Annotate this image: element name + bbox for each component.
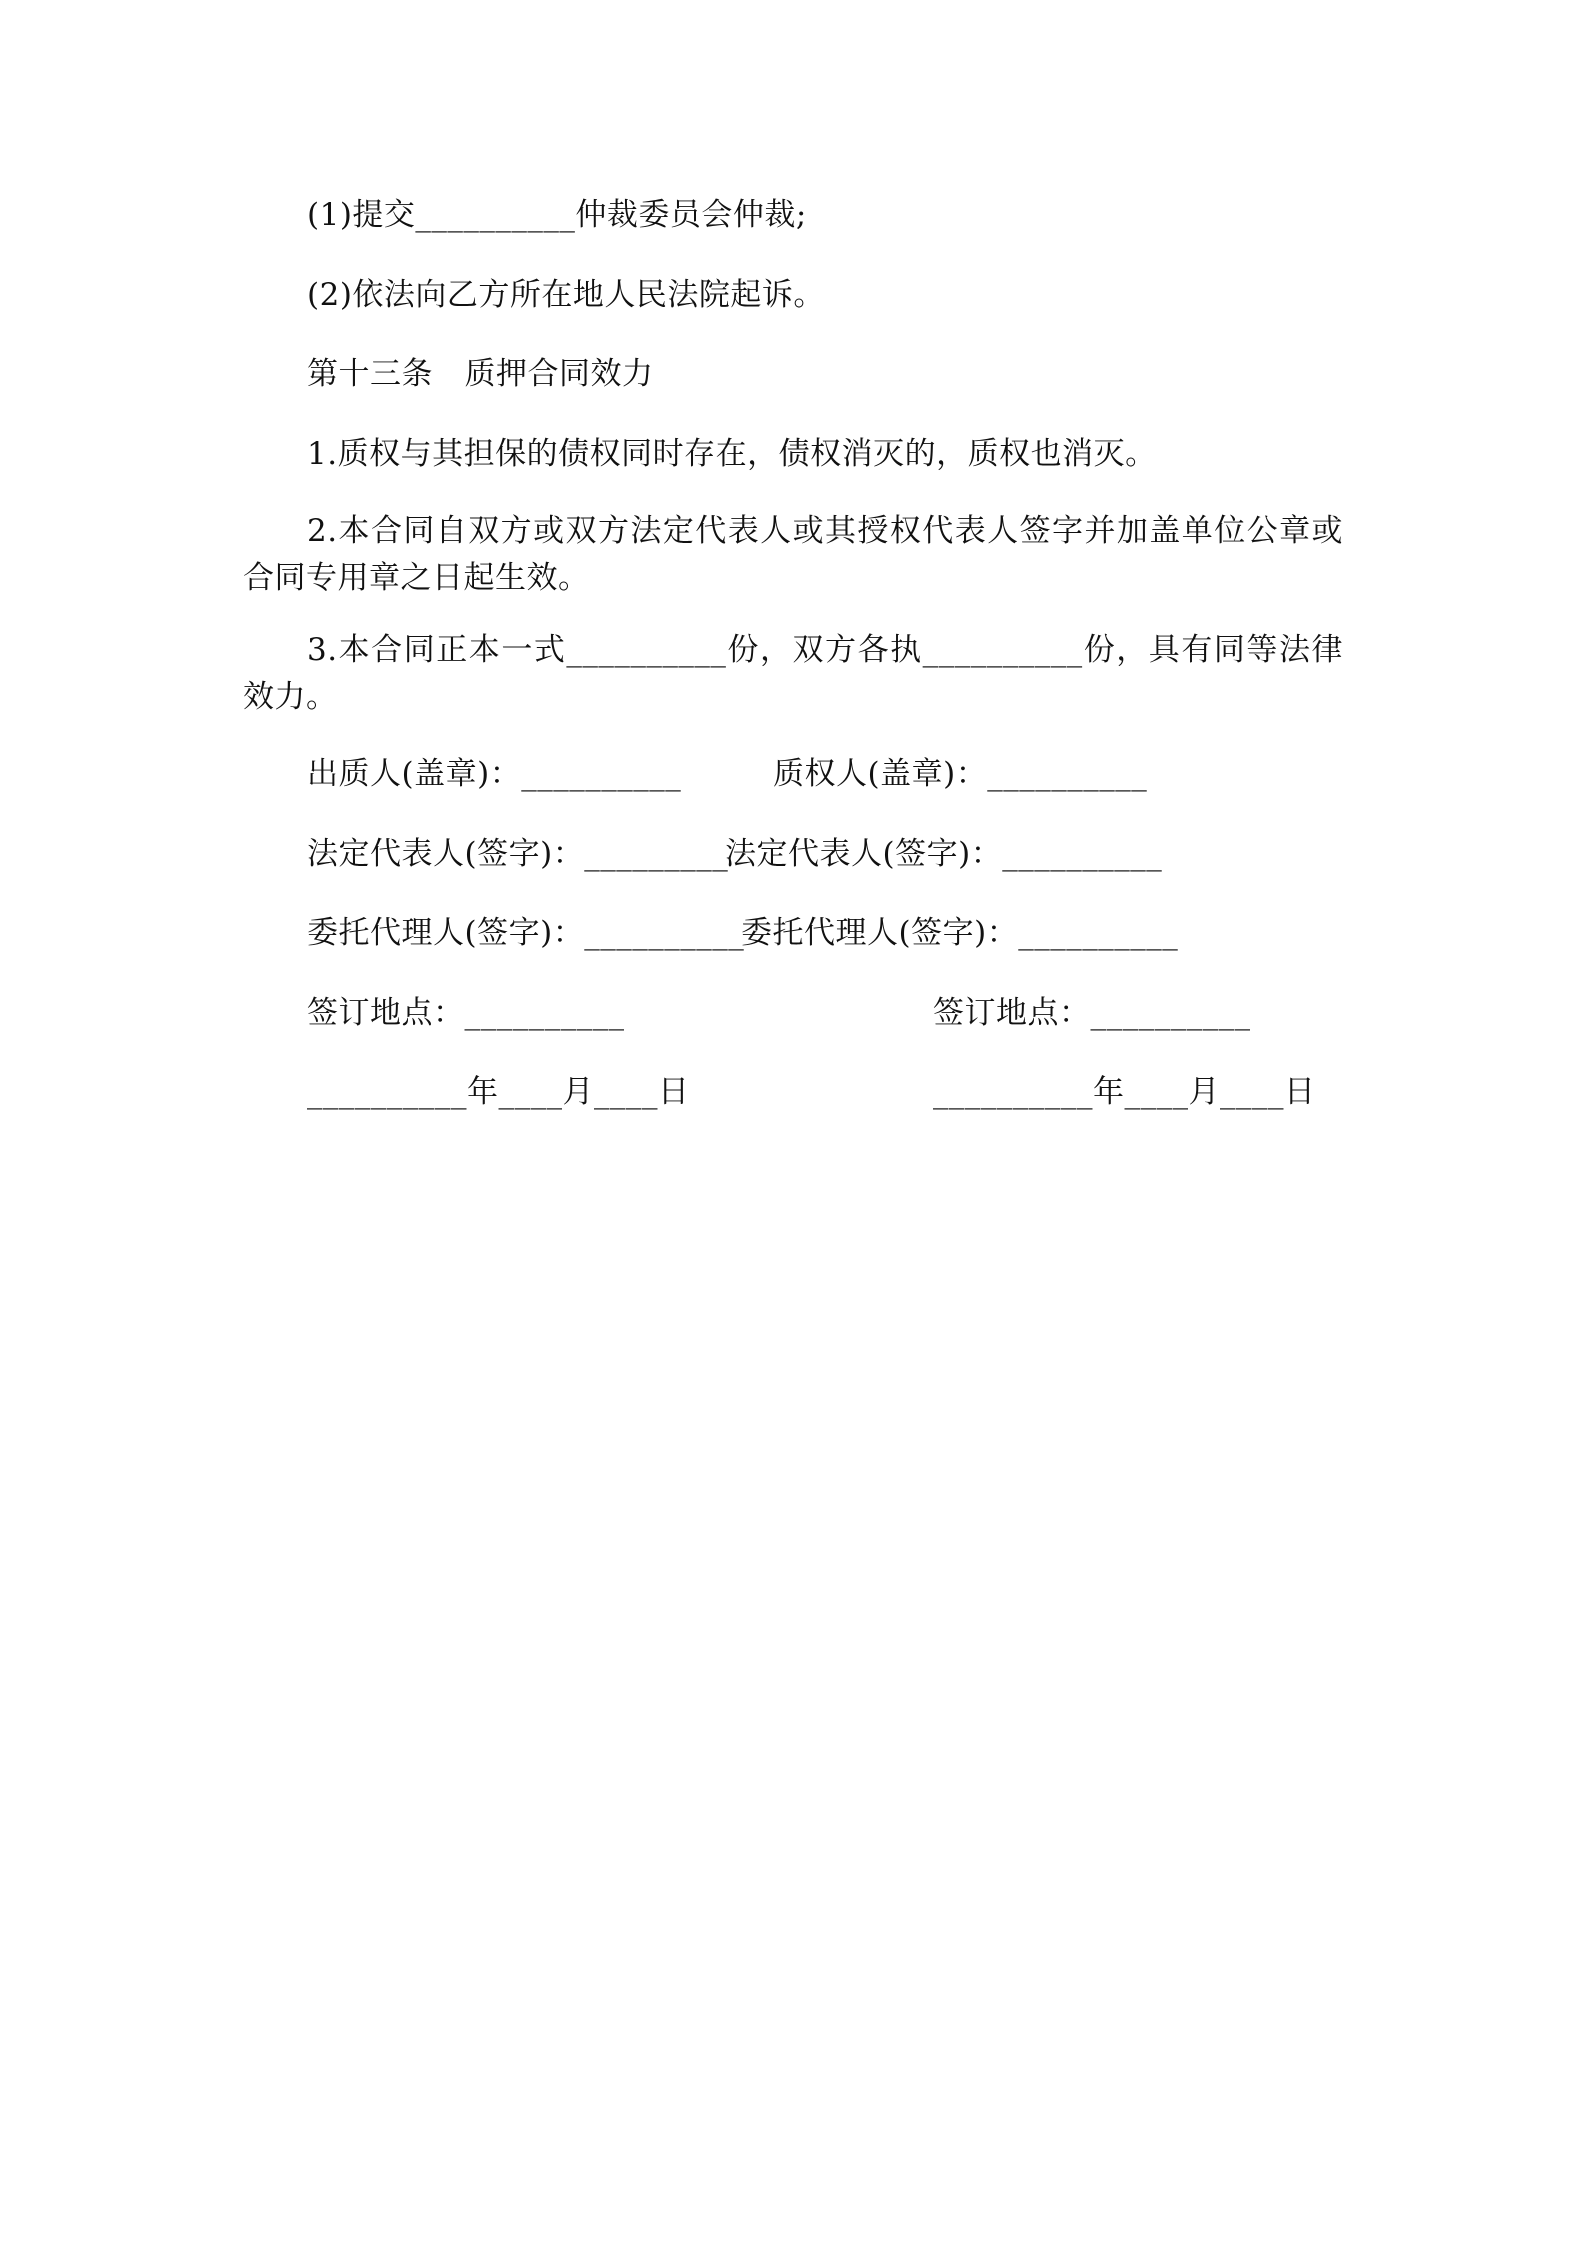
date-right-line: __________年____月____日	[933, 1074, 1316, 1110]
pledgee-seal-line: 质权人(盖章)：__________	[773, 756, 1148, 792]
clause-3: 3.本合同正本一式__________份，双方各执__________份，具有同等法律效力。	[243, 632, 1343, 715]
arbitration-clause: (1)提交__________仲裁委员会仲裁;	[307, 197, 807, 233]
legal-rep-left-line: 法定代表人(签字)：_________	[307, 836, 729, 872]
pledgor-seal-line: 出质人(盖章)：__________	[307, 756, 682, 792]
court-clause: (2)依法向乙方所在地人民法院起诉。	[307, 277, 825, 313]
date-left-line: __________年____月____日	[307, 1074, 690, 1110]
agent-right-line: 委托代理人(签字)：__________	[741, 915, 1179, 951]
clause-1: 1.质权与其担保的债权同时存在，债权消灭的，质权也消灭。	[307, 436, 1157, 472]
place-left-line: 签订地点：__________	[307, 995, 625, 1031]
place-right-line: 签订地点：__________	[933, 995, 1251, 1031]
article-13-heading: 第十三条 质押合同效力	[307, 356, 654, 392]
agent-left-line: 委托代理人(签字)：__________	[307, 915, 745, 951]
legal-rep-right-line: 法定代表人(签字)：__________	[725, 836, 1163, 872]
clause-2: 2.本合同自双方或双方法定代表人或其授权代表人签字并加盖单位公章或合同专用章之日起生效。	[243, 513, 1343, 596]
